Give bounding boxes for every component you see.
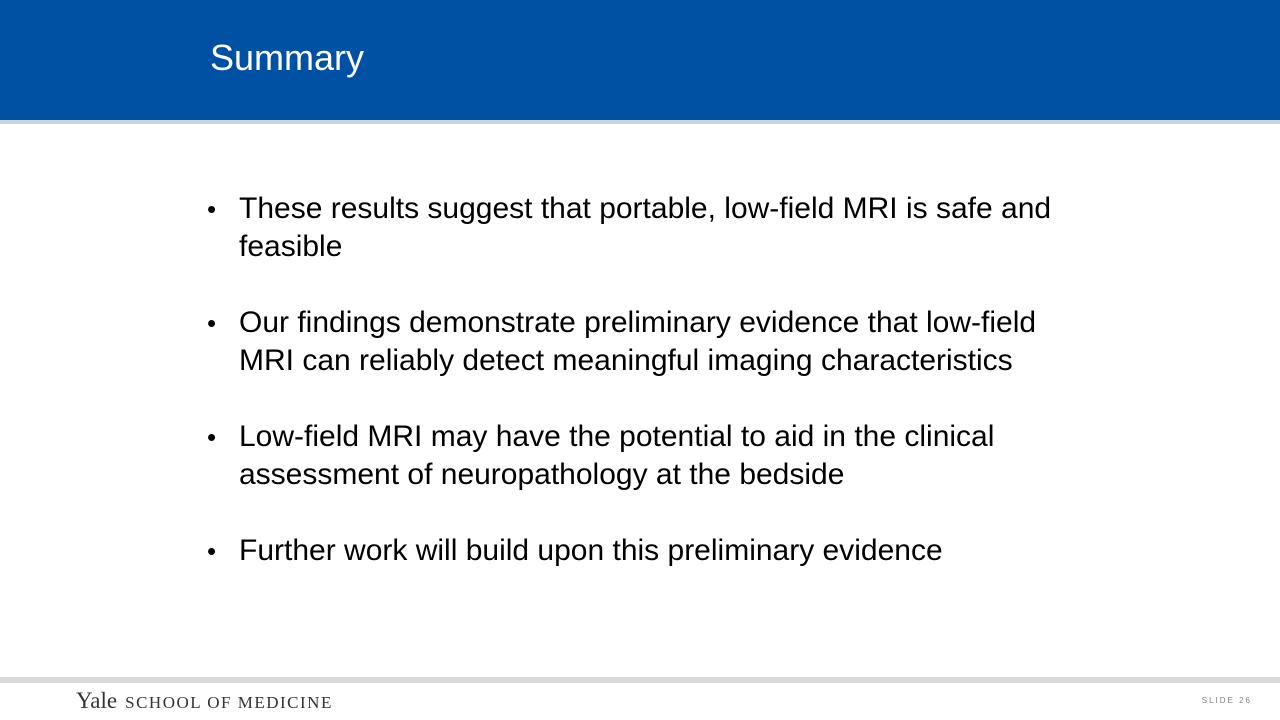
bullet-item <box>207 418 1057 494</box>
slide-number <box>1202 696 1252 705</box>
slide-label: SLIDE <box>1201 696 1235 705</box>
logo-brand: Yale <box>76 688 118 713</box>
footer-divider <box>0 677 1280 683</box>
bullet-icon: • <box>207 536 217 566</box>
bullet-item <box>207 190 1057 266</box>
bullet-text: Our findings demonstrate preliminary evidence that low-field MRI can reliably detect meaningful imaging characteristics <box>239 306 1037 377</box>
bullet-icon: • <box>207 194 217 224</box>
yale-logo <box>76 688 333 714</box>
bullet-item <box>207 532 1057 570</box>
bullet-text: Further work will build upon this preliminary evidence <box>239 534 943 567</box>
bullet-text: These results suggest that portable, low-field MRI is safe and feasible <box>239 192 1052 263</box>
slide-title: Summary <box>210 37 365 78</box>
bullet-icon: • <box>207 422 217 452</box>
logo-school: SCHOOL OF MEDICINE <box>125 693 333 712</box>
bullet-item <box>207 304 1057 380</box>
header-divider <box>0 120 1280 124</box>
header-bar <box>0 0 1280 120</box>
bullet-text: Low-field MRI may have the potential to aid in the clinical assessment of neuropathology at the bedside <box>239 420 995 491</box>
bullet-list <box>207 190 1057 570</box>
bullet-icon: • <box>207 308 217 338</box>
slide-number-value: 26 <box>1239 696 1252 705</box>
